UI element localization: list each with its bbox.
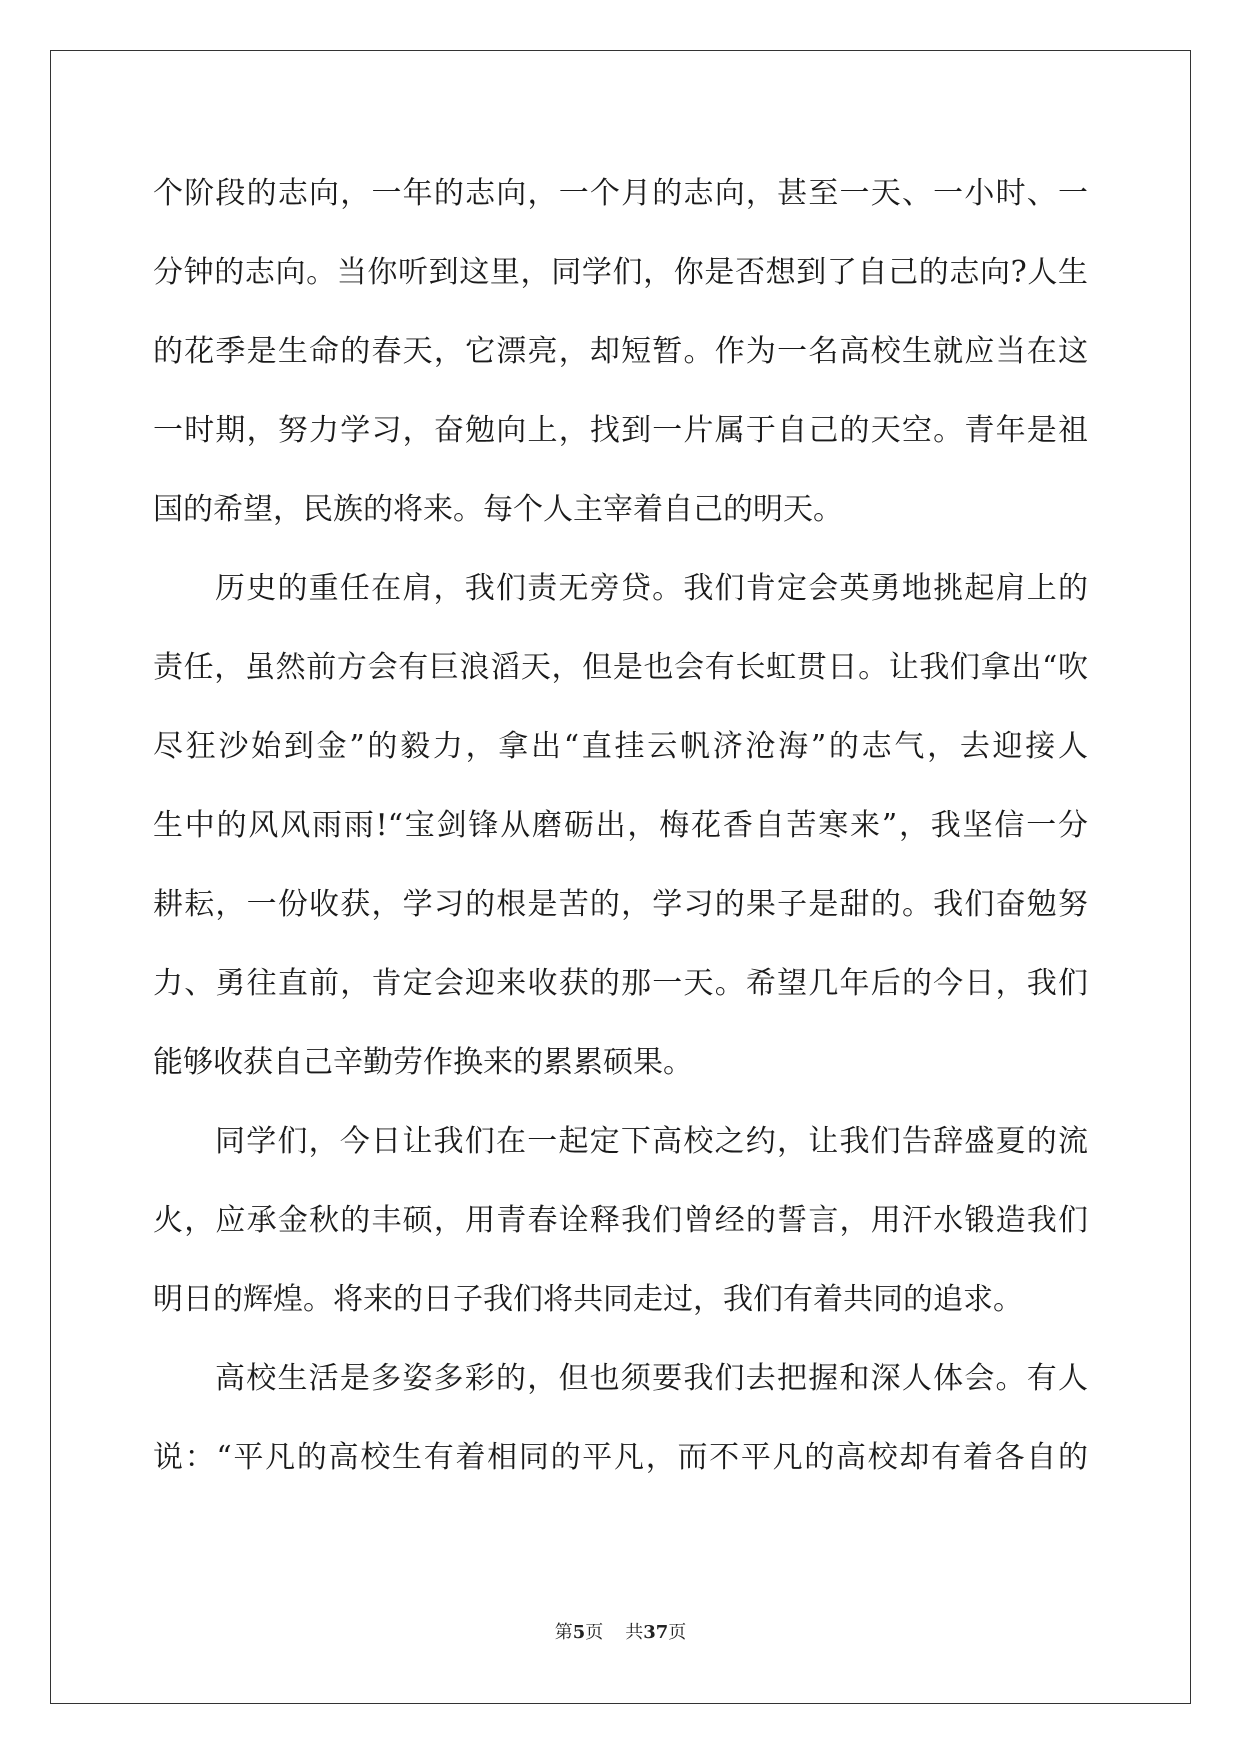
footer-total-suffix: 页 [668, 1622, 687, 1643]
text-line: 高校生活是多姿多彩的，但也须要我们去把握和深人体会。有人 [215, 1361, 1088, 1396]
text-line: 能够收获自己辛勤劳作换来的累累硕果。 [153, 1045, 693, 1080]
text-line: 生中的风风雨雨!“宝剑锋从磨砺出，梅花香自苦寒来”，我坚信一分 [153, 808, 1088, 843]
text-line: 分钟的志向。当你听到这里，同学们，你是否想到了自己的志向?人生 [153, 255, 1088, 290]
footer-page-prefix: 第 [554, 1622, 573, 1643]
text-line: 历史的重任在肩，我们责无旁贷。我们肯定会英勇地挑起肩上的 [215, 571, 1088, 606]
text-line: 责任，虽然前方会有巨浪滔天，但是也会有长虹贯日。让我们拿出“吹 [153, 650, 1088, 685]
text-line: 国的希望，民族的将来。每个人主宰着自己的明天。 [153, 492, 843, 527]
text-line: 一时期，努力学习，奋勉向上，找到一片属于自己的天空。青年是祖 [153, 413, 1088, 448]
text-line: 火，应承金秋的丰硕，用青春诠释我们曾经的誓言，用汗水锻造我们 [153, 1203, 1088, 1238]
footer-page-number: 5 [572, 1622, 586, 1643]
page-footer [0, 1618, 1241, 1644]
footer-page-suffix: 页 [585, 1622, 604, 1643]
text-line: 个阶段的志向，一年的志向，一个月的志向，甚至一天、一小时、一 [153, 176, 1088, 211]
text-line: 说：“平凡的高校生有着相同的平凡，而不平凡的高校却有着各自的 [153, 1440, 1088, 1475]
text-line: 尽狂沙始到金”的毅力，拿出“直挂云帆济沧海”的志气，去迎接人 [153, 729, 1088, 764]
text-line: 的花季是生命的春天，它漂亮，却短暂。作为一名高校生就应当在这 [153, 334, 1088, 369]
text-line: 耕耘，一份收获，学习的根是苦的，学习的果子是甜的。我们奋勉努 [153, 887, 1088, 922]
text-line: 力、勇往直前，肯定会迎来收获的那一天。希望几年后的今日，我们 [153, 966, 1088, 1001]
text-line: 同学们，今日让我们在一起定下高校之约，让我们告辞盛夏的流 [215, 1124, 1088, 1159]
text-line: 明日的辉煌。将来的日子我们将共同走过，我们有着共同的追求。 [153, 1282, 1023, 1317]
footer-total-pages: 37 [643, 1622, 669, 1643]
document-body [153, 154, 1088, 1497]
footer-total-prefix: 共 [625, 1622, 644, 1643]
